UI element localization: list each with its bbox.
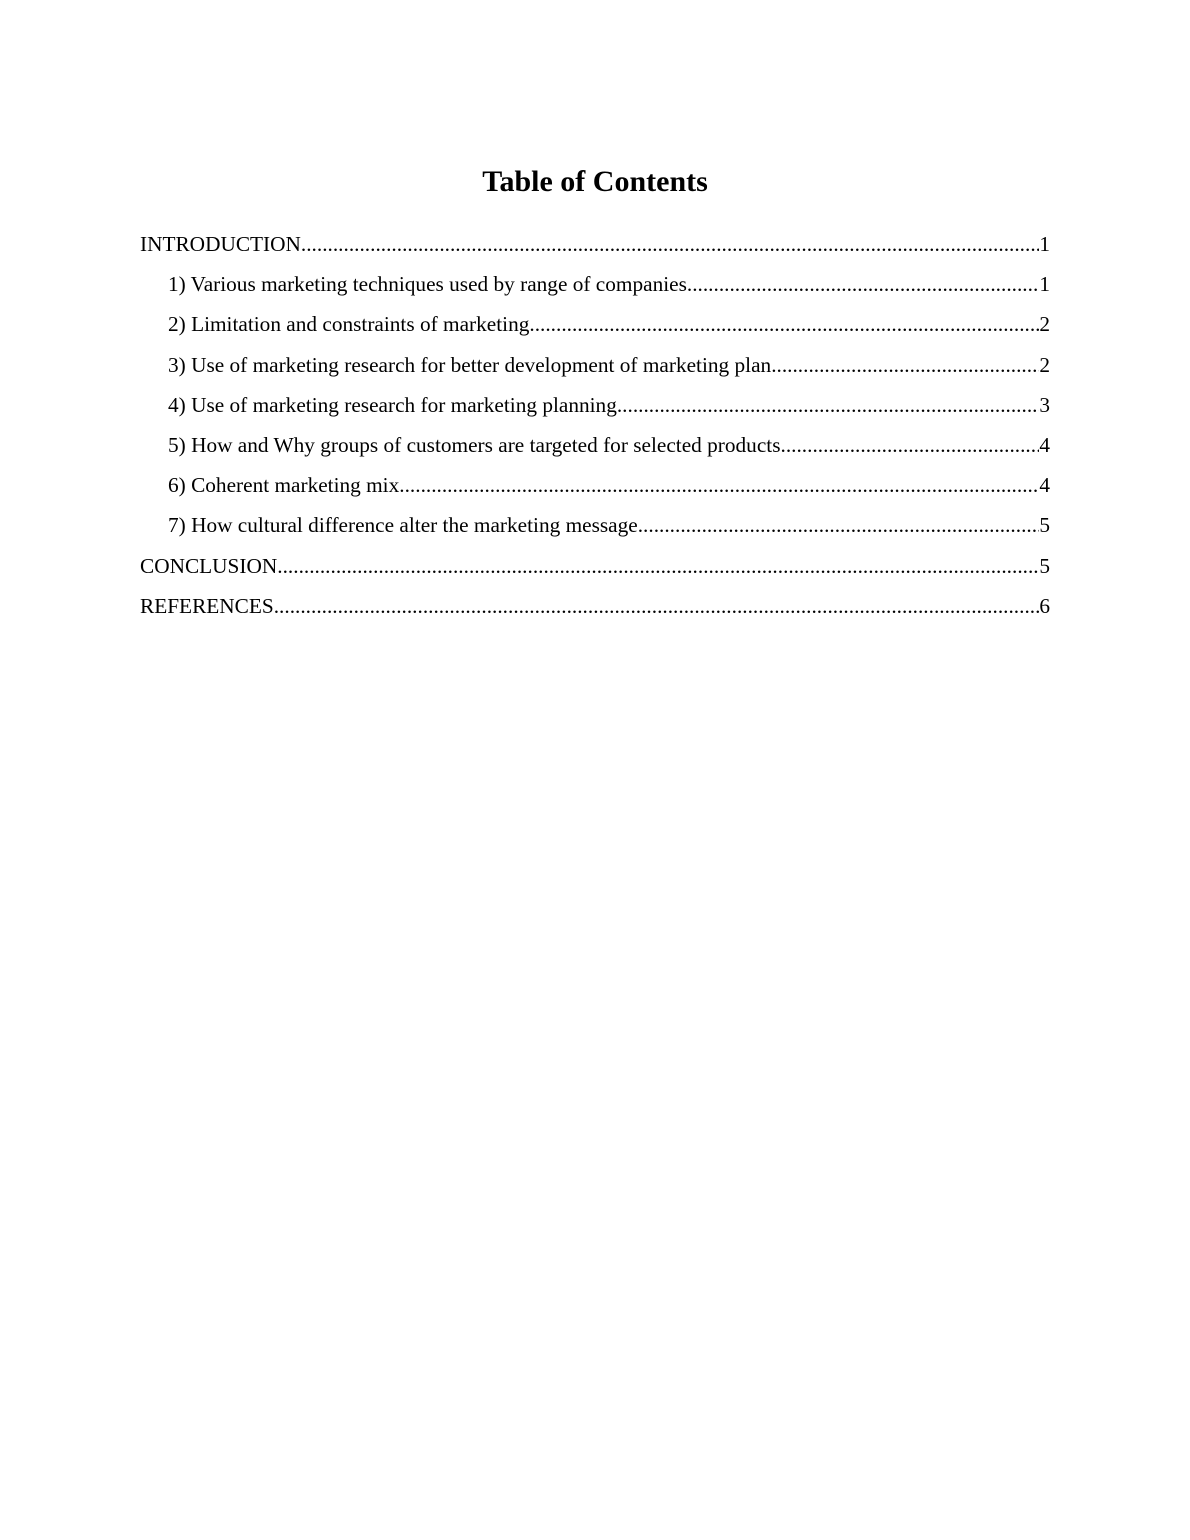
toc-entry-label: 6) Coherent marketing mix: [168, 473, 400, 498]
toc-page-number: 3: [1039, 392, 1050, 417]
toc-dot-leader: [399, 465, 1039, 505]
toc-entry-cultural-difference[interactable]: [140, 505, 1050, 545]
toc-entry-research-planning[interactable]: [140, 385, 1050, 425]
toc-page-number: 4: [1039, 432, 1050, 457]
toc-page-number: 4: [1039, 473, 1050, 498]
toc-page-number: 1: [1039, 272, 1050, 297]
toc-entry-marketing-techniques[interactable]: [140, 264, 1050, 304]
toc-entry-references[interactable]: [140, 586, 1050, 626]
toc-page-number: 5: [1039, 513, 1050, 538]
toc-entry-limitation-constraints[interactable]: [140, 304, 1050, 344]
toc-entry-label: 2) Limitation and constraints of marketing: [168, 312, 530, 337]
toc-dot-leader: [781, 425, 1040, 465]
toc-entry-label: CONCLUSION: [140, 553, 278, 578]
toc-dot-leader: [277, 546, 1039, 586]
toc-dot-leader: [529, 304, 1039, 344]
toc-entry-label: REFERENCES: [140, 593, 274, 618]
toc-entry-label: 7) How cultural difference alter the marketing message: [168, 513, 638, 538]
toc-entry-label: 3) Use of marketing research for better development of marketing plan: [168, 352, 772, 377]
toc-entry-customer-targeting[interactable]: [140, 425, 1050, 465]
toc-page-number: 2: [1039, 312, 1050, 337]
toc-dot-leader: [771, 345, 1039, 385]
toc-page-number: 5: [1039, 553, 1050, 578]
toc-page-number: 1: [1039, 232, 1050, 256]
toc-entry-research-development[interactable]: [140, 345, 1050, 385]
page-title: Table of Contents: [482, 165, 708, 198]
toc-dot-leader: [687, 264, 1039, 304]
toc-dot-leader: [638, 505, 1040, 545]
toc-dot-leader: [617, 385, 1039, 425]
toc-dot-leader: [274, 586, 1040, 626]
toc-entry-conclusion[interactable]: [140, 546, 1050, 586]
toc-entry-label: 4) Use of marketing research for marketing planning: [168, 392, 617, 417]
toc-page-number: 2: [1039, 352, 1050, 377]
toc-entry-marketing-mix[interactable]: [140, 465, 1050, 505]
toc-dot-leader: [301, 224, 1039, 264]
toc-page-number: 6: [1039, 593, 1050, 618]
toc-list: [140, 224, 1050, 626]
toc-entry-introduction[interactable]: [140, 224, 1050, 264]
toc-entry-label: INTRODUCTION: [140, 232, 301, 256]
toc-entry-label: 5) How and Why groups of customers are targeted for selected products: [168, 432, 781, 457]
toc-entry-label: 1) Various marketing techniques used by range of companies: [168, 272, 687, 297]
